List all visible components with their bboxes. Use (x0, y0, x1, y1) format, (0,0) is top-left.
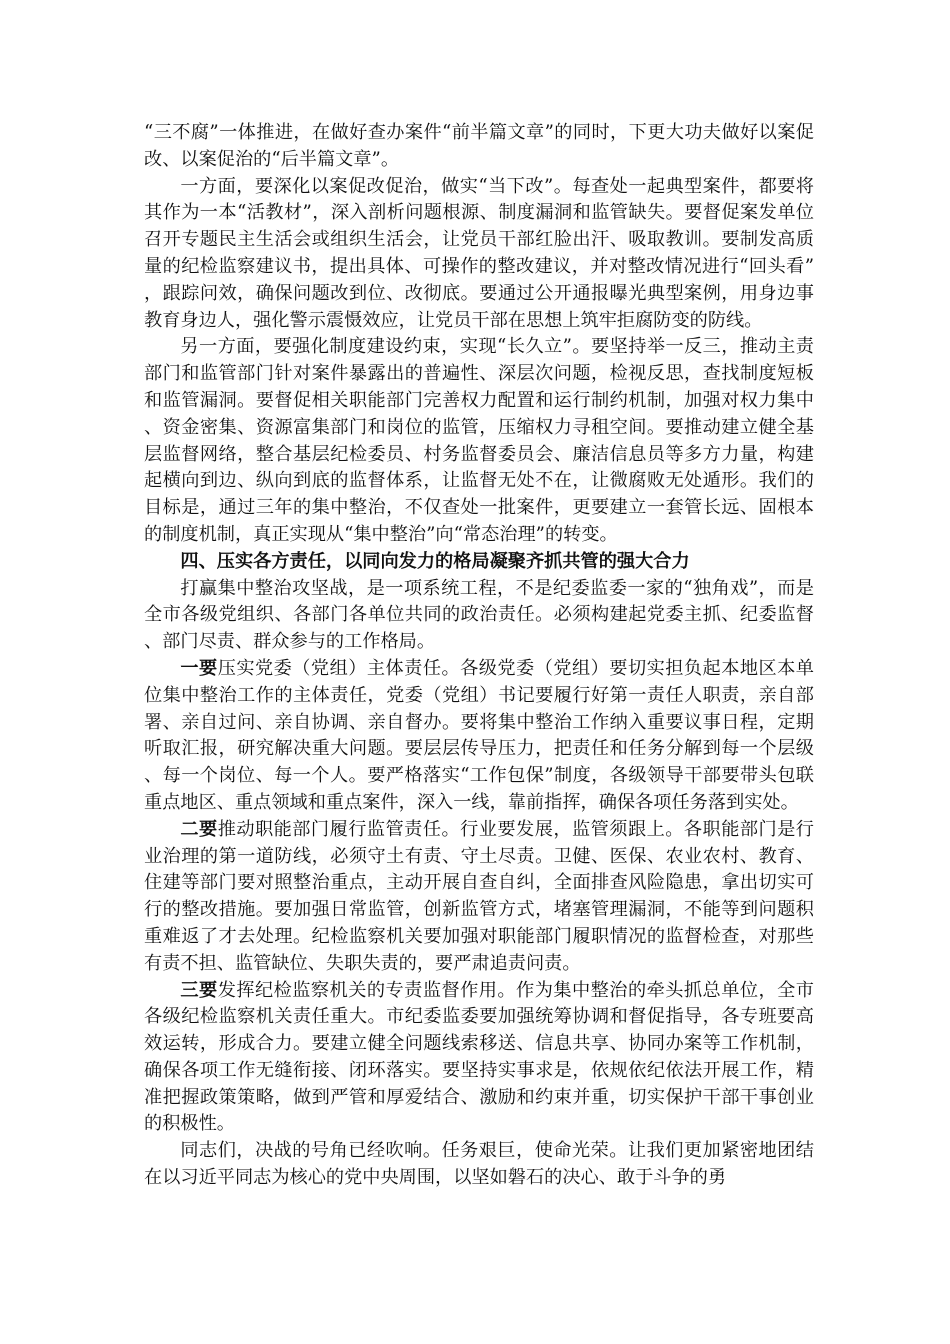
paragraph-text: 另一方面，要强化制度建设约束，实现“长久立”。要坚持举一反三，推动主责部门和监管部门针对案件暴露出的普遍性、深层次问题，检视反思，查找制度短板和监管漏洞。要督促相关职能部门完善权力配置和运行制约机制，加强对权力集中、资金密集、资源富集部门和岗位的监管，压缩权力寻租空间。要推动建立健全基层监督网络，整合基层纪检委员、村务监督委员会、廉洁信息员等多方力量，构建起横向到边、纵向到底的监督体系，让监督无处不在，让微腐败无处遁形。我们的目标是，通过三年的集中整治，不仅查处一批案件，更要建立一套管长远、固根本的制度机制，真正实现从“集中整治”向“常态治理”的转变。 (144, 336, 814, 545)
paragraph-text: 发挥纪检监察机关的专责监督作用。作为集中整治的牵头抓总单位，全市各级纪检监察机关责任重大。市纪委监委要加强统筹协调和督促指导，各专班要高效运转，形成合力。要建立健全问题线索移送、信息共享、协同办案等工作机制，确保各项工作无缝衔接、闭环落实。要坚持实事求是，依规依纪依法开展工作，精准把握政策策略，做到严管和厚爱结合、激励和约束并重，切实保护干部干事创业的积极性。 (144, 979, 814, 1135)
paragraph-third-requirement (144, 978, 814, 1139)
paragraph-first-requirement (144, 656, 814, 817)
paragraph-text: 同志们，决战的号角已经吹响。任务艰巨，使命光荣。让我们更加紧密地团结在以习近平同志为核心的党中央周围，以坚如磐石的决心、敢于斗争的勇 (144, 1140, 814, 1189)
paragraph-text: 打赢集中整治攻坚战，是一项系统工程，不是纪委监委一家的“独角戏”，而是全市各级党组织、各部门各单位共同的政治责任。必须构建起党委主抓、纪委监督、部门尽责、群众参与的工作格局。 (144, 577, 814, 653)
paragraph-second-requirement (144, 817, 814, 978)
body-text (144, 120, 814, 1192)
paragraph-on-the-other-hand (144, 334, 814, 548)
paragraph-text: 一方面，要深化以案促改促治，做实“当下改”。每查处一起典型案件，都要将其作为一本“活教材”，深入剖析问题根源、制度漏洞和监管缺失。要督促案发单位召开专题民主生活会或组织生活会，让党员干部红脸出汗、吸取教训。要制发高质量的纪检监察建议书，提出具体、可操作的整改建议，并对整改情况进行“回头看”，跟踪问效，确保问题改到位、改彻底。要通过公开通报曝光典型案例，用身边事教育身边人，强化警示震慑效应，让党员干部在思想上筑牢拒腐防变的防线。 (144, 175, 814, 331)
lead-phrase: 三要 (180, 979, 218, 1001)
paragraph-closing (144, 1138, 814, 1192)
lead-phrase: 二要 (180, 818, 218, 840)
paragraph-text: 压实党委（党组）主体责任。各级党委（党组）要切实担负起本地区本单位集中整治工作的主体责任，党委（党组）书记要履行好第一责任人职责，亲自部署、亲自过问、亲自协调、亲自督办。要将集中整治工作纳入重要议事日程，定期听取汇报，研究解决重大问题。要层层传导压力，把责任和任务分解到每一个层级、每一个岗位、每一个人。要严格落实“工作包保”制度，各级领导干部要带头包联重点地区、重点领域和重点案件，深入一线，靠前指挥，确保各项任务落到实处。 (144, 657, 814, 813)
paragraph-text: 推动职能部门履行监管责任。行业要发展，监管须跟上。各职能部门是行业治理的第一道防线，必须守土有责、守土尽责。卫健、医保、农业农村、教育、住建等部门要对照整治重点，主动开展自查自纠，全面排查风险隐患，拿出切实可行的整改措施。要加强日常监管，创新监管方式，堵塞管理漏洞，不能等到问题积重难返了才去处理。纪检监察机关要加强对职能部门履职情况的监督检查，对那些有责不担、监管缺位、失职失责的，要严肃追责问责。 (144, 818, 814, 974)
paragraph-on-one-hand (144, 174, 814, 335)
heading-text: 四、压实各方责任，以同向发力的格局凝聚齐抓共管的强大合力 (180, 550, 690, 572)
paragraph-continuation (144, 120, 814, 174)
lead-phrase: 一要 (180, 657, 218, 679)
paragraph-text: “三不腐”一体推进，在做好查办案件“前半篇文章”的同时，下更大功夫做好以案促改、以案促治的“后半篇文章”。 (144, 122, 814, 170)
paragraph-campaign-intro (144, 576, 814, 656)
section-heading-four (144, 549, 814, 576)
